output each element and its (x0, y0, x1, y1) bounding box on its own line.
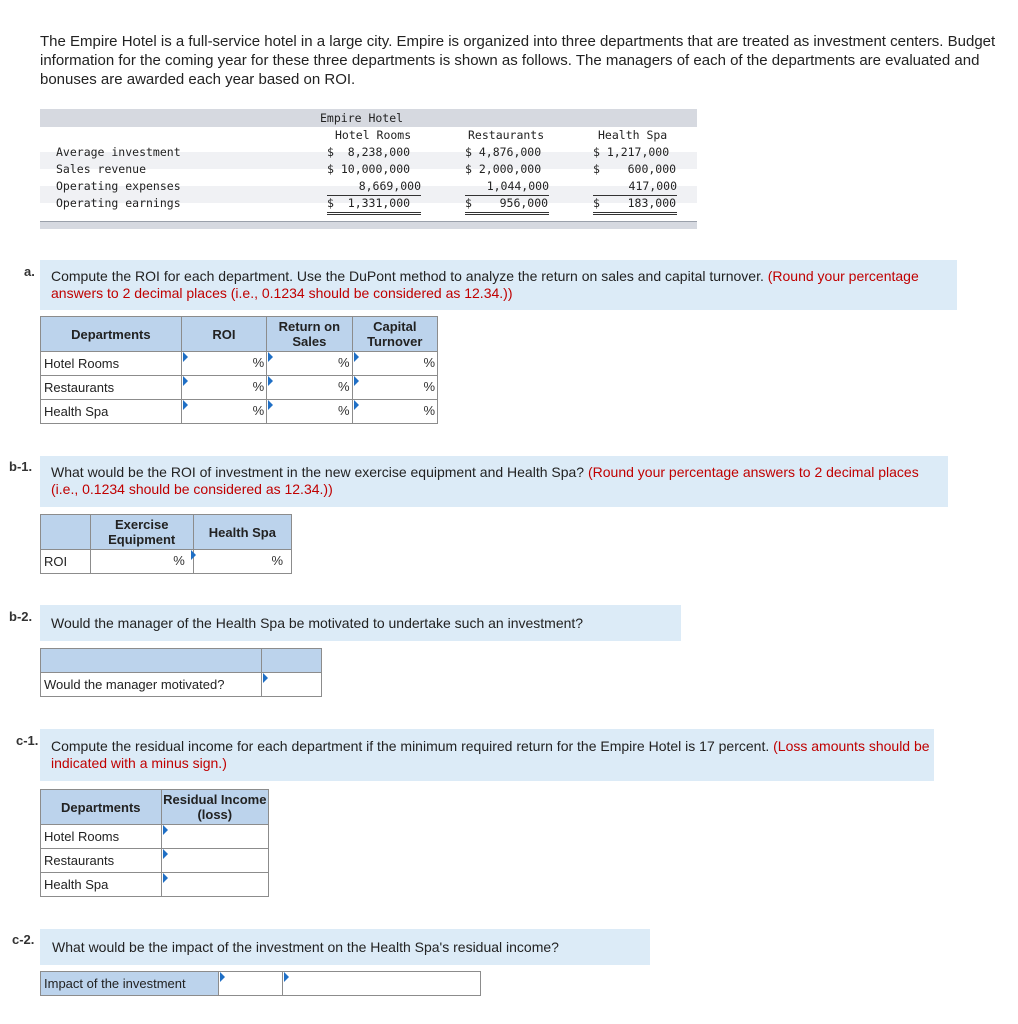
row-label: Impact of the investment (41, 972, 219, 996)
percent-sign: % (271, 553, 283, 568)
new-investment-roi-table (40, 514, 292, 574)
manager-motivated-select[interactable] (262, 673, 321, 696)
question-b2-label: b-2. (9, 609, 33, 624)
question-c1-note: (Loss amounts should be indicated with a minus sign.) (51, 738, 930, 771)
budget-row-label: Average investment (56, 145, 181, 159)
roi-input[interactable] (182, 376, 266, 399)
budget-row-label: Operating earnings (56, 196, 181, 210)
capital-turnover-input[interactable] (353, 376, 437, 399)
budget-row-label: Operating expenses (56, 179, 181, 193)
percent-sign: % (337, 355, 350, 370)
budget-value: 417,000 (593, 178, 677, 196)
budget-title: Empire Hotel (320, 111, 404, 125)
budget-col-restaurants: Restaurants (468, 128, 545, 142)
percent-sign: % (337, 403, 350, 418)
budget-value: $ 10,000,000 (327, 162, 411, 176)
budget-value: $ 1,331,000 (327, 195, 421, 215)
impact-amount-input[interactable] (283, 972, 480, 995)
percent-sign: % (173, 553, 185, 568)
roi-table (40, 316, 438, 424)
percent-sign: % (423, 379, 435, 394)
budget-value: $ 8,238,000 (327, 145, 411, 159)
percent-sign: % (423, 355, 435, 370)
capital-turnover-input[interactable] (353, 352, 437, 375)
col-return-on-sales: Return on Sales (267, 317, 352, 352)
return-on-sales-input[interactable] (267, 376, 351, 399)
question-b1-label: b-1. (9, 459, 33, 474)
question-a-label: a. (24, 264, 35, 279)
col-roi: ROI (181, 317, 266, 352)
return-on-sales-input[interactable] (267, 400, 351, 423)
budget-row-label: Sales revenue (56, 162, 147, 176)
budget-value: 1,044,000 (465, 178, 549, 196)
budget-value: $ 600,000 (593, 162, 677, 176)
budget-value: $ 4,876,000 (465, 145, 542, 159)
budget-value: $ 2,000,000 (465, 162, 542, 176)
question-c2-label: c-2. (12, 932, 35, 947)
question-c2-box (40, 929, 650, 965)
question-c1-text: Compute the residual income for each department if the minimum required return for the Empire Hotel is 17 percent. (51, 738, 774, 754)
residual-income-input[interactable] (162, 825, 268, 848)
row-label: Health Spa (41, 400, 182, 424)
question-b2-text: Would the manager of the Health Spa be motivated to undertake such an investment? (51, 615, 584, 631)
row-label: ROI (41, 550, 91, 574)
exercise-equipment-roi-input[interactable] (91, 550, 193, 573)
capital-turnover-input[interactable] (353, 400, 437, 423)
budget-col-health-spa: Health Spa (598, 128, 668, 142)
question-c1-label: c-1. (16, 733, 39, 748)
question-a-text: Compute the ROI for each department. Use the DuPont method to analyze the return on sales and capital turnover. (51, 268, 768, 284)
row-label: Restaurants (41, 849, 162, 873)
health-spa-roi-input[interactable] (194, 550, 291, 573)
col-health-spa: Health Spa (193, 515, 291, 550)
budget-value: 8,669,000 (327, 178, 421, 196)
col-residual-income: Residual Income (loss) (161, 790, 268, 825)
percent-sign: % (423, 403, 435, 418)
residual-income-table (40, 789, 269, 897)
row-label: Health Spa (41, 873, 162, 897)
question-c2-text: What would be the impact of the investment on the Health Spa's residual income? (52, 939, 559, 955)
question-b1-note: (Round your percentage answers to 2 decimal places (i.e., 0.1234 should be considered as 12.34.)) (51, 464, 919, 497)
roi-input[interactable] (182, 352, 266, 375)
residual-income-input[interactable] (162, 849, 268, 872)
residual-income-input[interactable] (162, 873, 268, 896)
budget-value: $ 183,000 (593, 195, 677, 215)
percent-sign: % (252, 355, 265, 370)
budget-table (40, 109, 697, 229)
row-label: Restaurants (41, 376, 182, 400)
col-capital-turnover: Capital Turnover (352, 317, 437, 352)
roi-input[interactable] (182, 400, 266, 423)
motivation-table (40, 648, 322, 697)
question-b2-box (40, 605, 681, 641)
return-on-sales-input[interactable] (267, 352, 351, 375)
budget-col-hotel-rooms: Hotel Rooms (335, 128, 412, 142)
budget-value: $ 956,000 (465, 195, 549, 215)
question-a-note: (Round your percentage answers to 2 decimal places (i.e., 0.1234 should be considered as 12.34.)) (51, 268, 919, 301)
percent-sign: % (337, 379, 350, 394)
row-label: Hotel Rooms (41, 352, 182, 376)
impact-table (40, 971, 481, 996)
percent-sign: % (252, 379, 265, 394)
col-exercise-equipment: Exercise Equipment (90, 515, 193, 550)
question-b1-box (40, 456, 948, 507)
question-c1-box (40, 729, 934, 781)
intro-text: The Empire Hotel is a full-service hotel in a large city. Empire is organized into three departments that are treated as investment centers. Budget information for the coming year for these three departments is shown as follows. The managers of each of the departments are evaluated and bonuses are awarded each year based on ROI. (40, 33, 996, 88)
col-departments: Departments (41, 790, 162, 825)
question-b1-text: What would be the ROI of investment in the new exercise equipment and Health Spa? (51, 464, 588, 480)
col-departments: Departments (41, 317, 182, 352)
question-a-box (40, 260, 957, 310)
row-label: Would the manager motivated? (41, 673, 262, 697)
percent-sign: % (252, 403, 265, 418)
impact-direction-select[interactable] (219, 972, 282, 995)
row-label: Hotel Rooms (41, 825, 162, 849)
budget-value: $ 1,217,000 (593, 145, 670, 159)
